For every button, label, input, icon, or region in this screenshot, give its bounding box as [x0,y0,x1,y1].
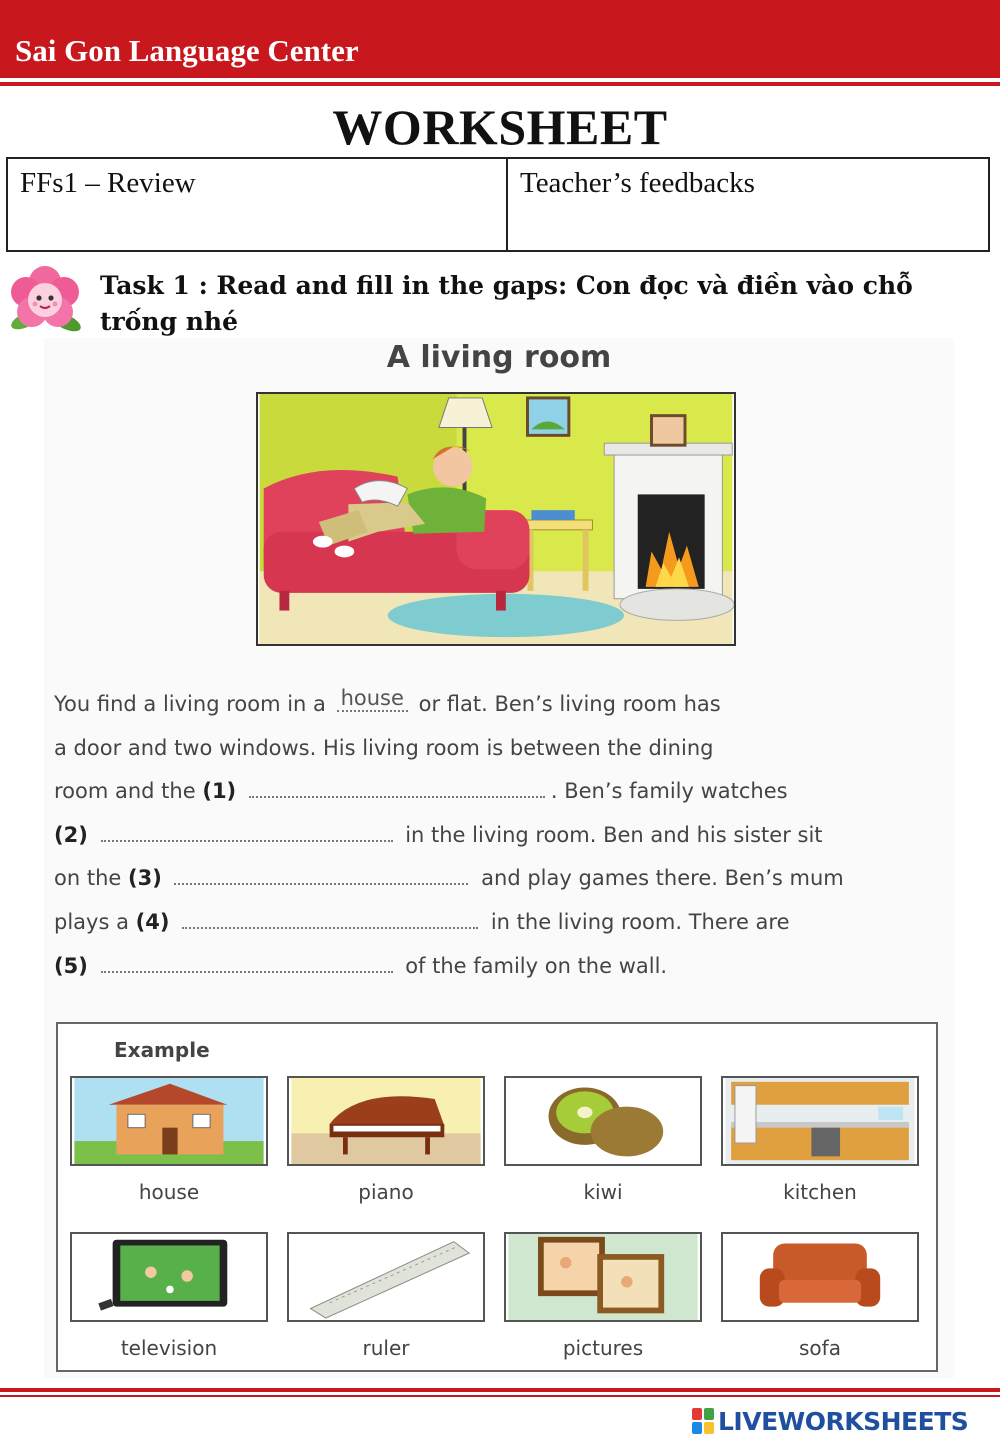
television-picture [70,1232,268,1322]
passage-text: plays a [54,909,129,934]
liveworksheets-logo[interactable] [692,1404,968,1438]
header-divider [0,82,1000,86]
exercise-heading: A living room [386,340,612,375]
passage-text: room and the [54,779,196,804]
passage-text: a door and two windows. His living room is between the dining [54,735,714,760]
task-instruction: Task 1 : Read and fill in the gaps: Con đọc và điền vào chỗ trống nhé [100,271,913,336]
passage-text: You find a living room in a [54,692,326,716]
passage-text: and play games there. Ben’s mum [481,866,844,891]
ruler-picture [287,1232,485,1322]
word-ruler: ruler [362,1336,410,1360]
passage-text: on the [54,866,122,891]
passage-line-6 [54,910,944,954]
reading-passage [54,686,944,997]
kitchen-picture [721,1076,919,1166]
liveworksheets-icon [692,1408,714,1434]
exercise-area [44,338,954,1378]
passage-line-3 [54,779,944,823]
feedback-cell: Teacher’s feedbacks [520,167,755,199]
passage-text: in the living room. There are [490,909,790,934]
course-cell: FFs1 – Review [8,159,508,250]
kiwi-picture [504,1076,702,1166]
example-answer: house [337,686,408,712]
gap-number-2: (2) [54,822,88,847]
gap-number-4: (4) [135,909,170,934]
passage-line-4 [54,823,944,867]
passage-text: in the living room. Ben and his sister sit [405,822,823,847]
gap-number-1: (1) [202,779,237,804]
piano-picture [287,1076,485,1166]
footer-divider-thin [0,1395,1000,1397]
info-table [6,157,990,252]
word-kitchen: kitchen [783,1180,857,1204]
liveworksheets-brand: LIVEWORKSHEETS [718,1406,969,1436]
gap-3-blank[interactable] [174,867,468,885]
gap-1-blank[interactable] [249,780,545,798]
gap-2-blank[interactable] [101,824,393,842]
gap-4-blank[interactable] [182,911,478,929]
passage-text: or flat. Ben’s living room has [418,692,721,716]
passage-line-2 [54,736,944,780]
word-bank [56,1022,938,1372]
pictures-picture [504,1232,702,1322]
word-kiwi: kiwi [583,1180,623,1204]
sofa-picture [721,1232,919,1322]
word-sofa: sofa [799,1336,841,1360]
gap-number-5: (5) [54,953,88,978]
word-bank-title: Example [114,1038,210,1062]
house-picture [70,1076,268,1166]
word-house: house [138,1180,200,1204]
passage-line-7 [54,954,944,998]
gap-number-3: (3) [127,866,162,891]
passage-line-5 [54,866,944,910]
footer-divider [0,1388,1000,1392]
passage-text: of the family on the wall. [405,953,668,978]
flower-icon [4,262,86,342]
word-pictures: pictures [562,1336,644,1360]
header-bar [0,0,1000,78]
gap-5-blank[interactable] [101,955,393,973]
worksheet-title: WORKSHEET [332,99,668,155]
center-name: Sai Gon Language Center [15,33,359,68]
word-television: television [120,1336,218,1360]
passage-text: . Ben’s family watches [550,779,788,804]
living-room-illustration [256,392,736,646]
word-piano: piano [358,1180,414,1204]
passage-line-1 [54,686,944,736]
